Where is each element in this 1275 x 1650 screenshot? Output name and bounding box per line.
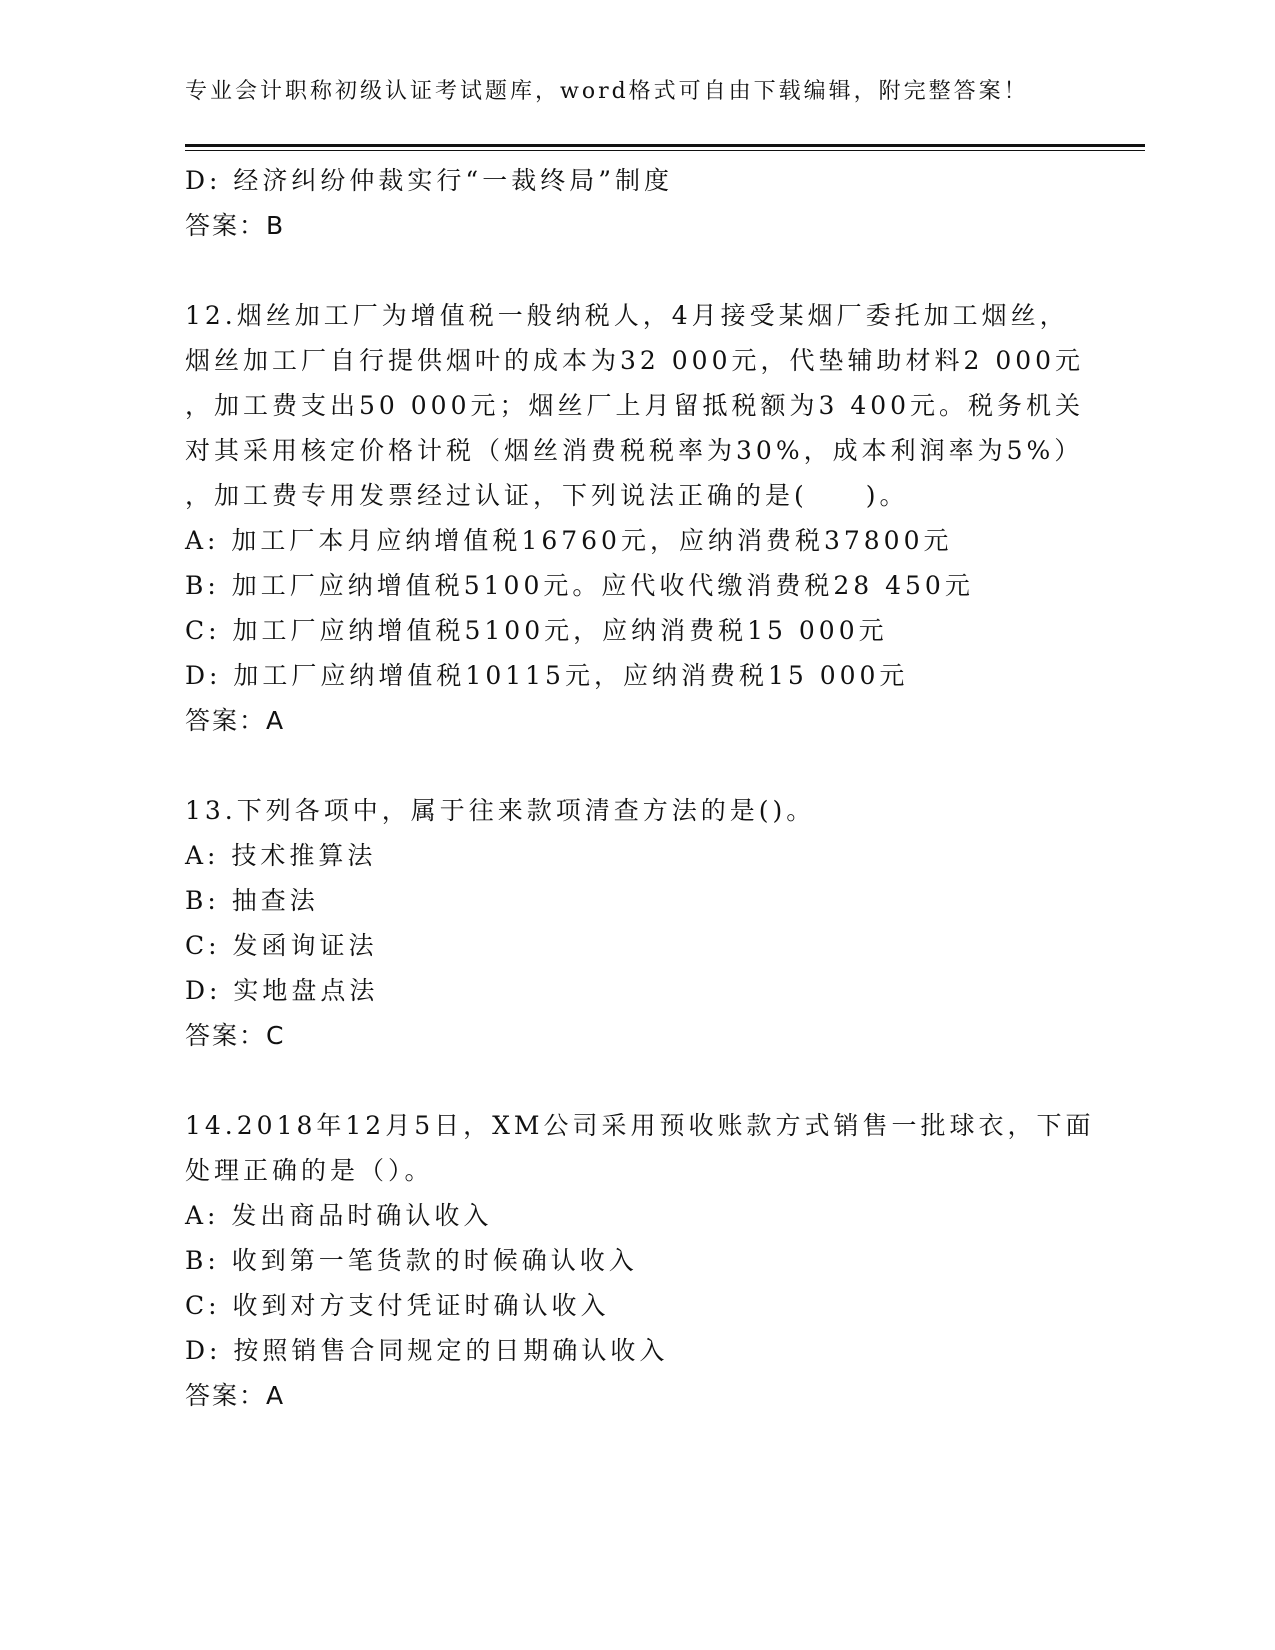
page-header: 专业会计职称初级认证考试题库，word格式可自由下载编辑，附完整答案！ <box>185 79 1029 104</box>
spacer <box>185 248 1085 293</box>
answer-label: 答案：A <box>185 706 286 735</box>
question-stem-line: 12.烟丝加工厂为增值税一般纳税人，4月接受某烟厂委托加工烟丝， <box>185 301 1069 330</box>
question-stem-line: ，加工费专用发票经过认证，下列说法正确的是( )。 <box>185 481 909 510</box>
header-rule-thick <box>185 144 1145 147</box>
question-14 <box>185 1103 1095 1418</box>
option-c: C: 收到对方支付凭证时确认收入 <box>185 1291 610 1320</box>
option-d: D: 经济纠纷仲裁实行“一裁终局”制度 <box>185 166 673 195</box>
question-13 <box>185 788 1085 1058</box>
option-d: D: 实地盘点法 <box>185 976 379 1005</box>
document-body <box>185 158 1095 1418</box>
option-b: B: 抽查法 <box>185 886 319 915</box>
question-stem-line: 处理正确的是（）。 <box>185 1156 434 1185</box>
header-rule-thin <box>185 150 1145 151</box>
option-a: A: 加工厂本月应纳增值税16760元，应纳消费税37800元 <box>185 526 953 555</box>
answer-label: 答案：B <box>185 211 286 240</box>
question-stem-line: 对其采用核定价格计税（烟丝消费税税率为30%，成本利润率为5%） <box>185 436 1084 465</box>
option-a: A: 技术推算法 <box>185 841 377 870</box>
option-d: D: 按照销售合同规定的日期确认收入 <box>185 1336 669 1365</box>
question-stem-line: 13.下列各项中，属于往来款项清查方法的是()。 <box>185 796 816 825</box>
spacer <box>185 1058 1085 1103</box>
spacer <box>185 743 1085 788</box>
option-c: C: 发函询证法 <box>185 931 378 960</box>
question-stem-line: 烟丝加工厂自行提供烟叶的成本为32 000元，代垫辅助材料2 000元 <box>185 346 1085 375</box>
option-b: B: 加工厂应纳增值税5100元。应代收代缴消费税28 450元 <box>185 571 974 600</box>
question-stem-line: 14.2018年12月5日，XM公司采用预收账款方式销售一批球衣，下面 <box>185 1111 1095 1140</box>
option-a: A: 发出商品时确认收入 <box>185 1201 493 1230</box>
question-12 <box>185 293 1085 743</box>
answer-label: 答案：A <box>185 1381 286 1410</box>
question-stem-line: ，加工费支出50 000元；烟丝厂上月留抵税额为3 400元。税务机关 <box>185 391 1085 420</box>
option-b: B: 收到第一笔货款的时候确认收入 <box>185 1246 638 1275</box>
answer-label: 答案：C <box>185 1021 286 1050</box>
option-c: C: 加工厂应纳增值税5100元，应纳消费税15 000元 <box>185 616 888 645</box>
option-d: D: 加工厂应纳增值税10115元，应纳消费税15 000元 <box>185 661 909 690</box>
